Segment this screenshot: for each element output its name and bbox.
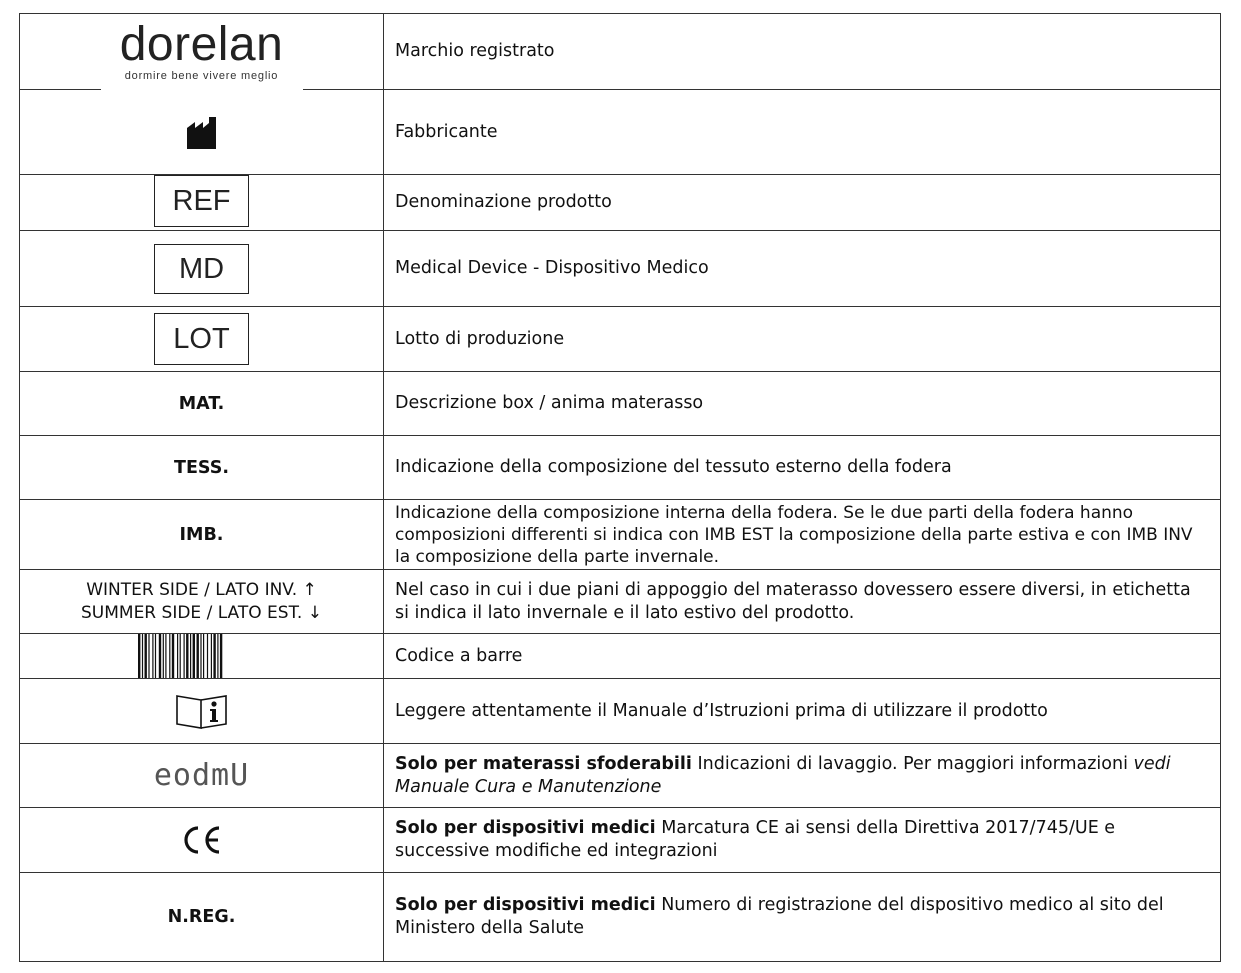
symbol-cell	[20, 808, 384, 872]
description-cell	[384, 90, 1220, 174]
tess-abbreviation: TESS.	[174, 457, 229, 478]
symbol-cell	[20, 500, 384, 569]
table-row	[19, 90, 1221, 175]
symbol-cell	[20, 14, 384, 89]
description-text: Indicazione della composizione del tessuto esterno della fodera	[395, 457, 952, 477]
description-text: Nel caso in cui i due piani di appoggio del materasso dovessero essere diversi, in etichetta si indica il lato invernale e il lato estivo del prodotto.	[395, 579, 1191, 623]
description-text	[395, 817, 1210, 863]
winter-side-label: WINTER SIDE / LATO INV. ↑	[86, 579, 317, 600]
dorelan-logo	[101, 14, 303, 90]
factory-icon	[186, 114, 218, 150]
md-symbol: MD	[154, 244, 249, 294]
ref-symbol: REF	[154, 175, 249, 227]
description-text: Descrizione box / anima materasso	[395, 393, 704, 413]
nreg-abbreviation: N.REG.	[167, 907, 236, 927]
barcode-icon	[138, 634, 266, 678]
logo-tagline: dormire bene vivere meglio	[124, 69, 279, 82]
symbol-cell	[20, 436, 384, 499]
table-row	[19, 500, 1221, 570]
description-text	[395, 894, 1210, 940]
description-text: Codice a barre	[395, 645, 523, 666]
symbol-cell	[20, 307, 384, 371]
table-row	[19, 744, 1221, 808]
description-cell	[384, 808, 1220, 872]
table-row	[19, 634, 1221, 679]
description-text: Denominazione prodotto	[395, 192, 612, 212]
table-row	[19, 873, 1221, 962]
description-cell	[384, 372, 1220, 435]
table-row	[19, 372, 1221, 436]
instruction-manual-icon	[175, 692, 229, 730]
description-cell	[384, 231, 1220, 306]
lot-symbol: LOT	[154, 313, 249, 365]
description-body: Indicazioni di lavaggio. Per maggiori informazioni	[691, 753, 1134, 774]
logo-wordmark: dorelan	[119, 17, 284, 71]
mat-abbreviation: MAT.	[178, 393, 225, 414]
symbol-cell	[20, 90, 384, 174]
table-row	[19, 436, 1221, 500]
imb-abbreviation: IMB.	[179, 524, 224, 545]
description-cell	[384, 744, 1220, 807]
table-row	[19, 175, 1221, 231]
description-text: Marchio registrato	[395, 41, 555, 61]
description-cell	[384, 307, 1220, 371]
description-text: Leggere attentamente il Manuale d’Istruzioni prima di utilizzare il prodotto	[395, 700, 1048, 721]
description-text: Indicazione della composizione interna della fodera. Se le due parti della fodera hanno composizioni differenti si indica con IMB EST la composizione della parte estiva e con IMB INV la composizione della parte invernale.	[395, 502, 1193, 567]
table-row	[19, 307, 1221, 372]
table-row	[19, 14, 1221, 90]
symbol-cell	[20, 679, 384, 743]
description-cell	[384, 14, 1220, 89]
table-row	[19, 679, 1221, 744]
description-text: Medical Device - Dispositivo Medico	[395, 258, 709, 278]
description-cell	[384, 679, 1220, 743]
description-bold: Solo per materassi sfoderabili	[395, 753, 692, 774]
symbol-cell	[20, 175, 384, 230]
symbols-table	[19, 13, 1221, 962]
side-labels	[81, 579, 322, 625]
table-row	[19, 231, 1221, 307]
description-italic: vedi Manuale Cura e Manutenzione	[395, 753, 1171, 797]
ce-mark-icon	[181, 825, 223, 855]
table-row	[19, 570, 1221, 634]
washing-care-icon: eodmU	[153, 758, 250, 793]
symbol-cell	[20, 744, 384, 807]
symbol-cell	[20, 873, 384, 961]
symbol-cell	[20, 231, 384, 306]
symbol-cell	[20, 372, 384, 435]
symbol-cell	[20, 634, 384, 678]
description-cell	[384, 500, 1220, 569]
summer-side-label: SUMMER SIDE / LATO EST. ↓	[81, 602, 322, 623]
description-text	[395, 753, 1210, 799]
description-text: Lotto di produzione	[395, 328, 565, 349]
description-body: Marcatura CE ai sensi della Direttiva 2017/745/UE e successive modifiche ed integrazioni	[395, 818, 1116, 861]
description-bold: Solo per dispositivi medici	[395, 895, 656, 915]
symbol-cell	[20, 570, 384, 633]
description-cell	[384, 570, 1220, 633]
description-body: Numero di registrazione del dispositivo medico al sito del Ministero della Salute	[395, 895, 1164, 938]
description-cell	[384, 634, 1220, 678]
table-row	[19, 808, 1221, 873]
description-cell	[384, 436, 1220, 499]
description-bold: Solo per dispositivi medici	[395, 818, 656, 838]
description-cell	[384, 175, 1220, 230]
description-text: Fabbricante	[395, 121, 498, 142]
description-cell	[384, 873, 1220, 961]
